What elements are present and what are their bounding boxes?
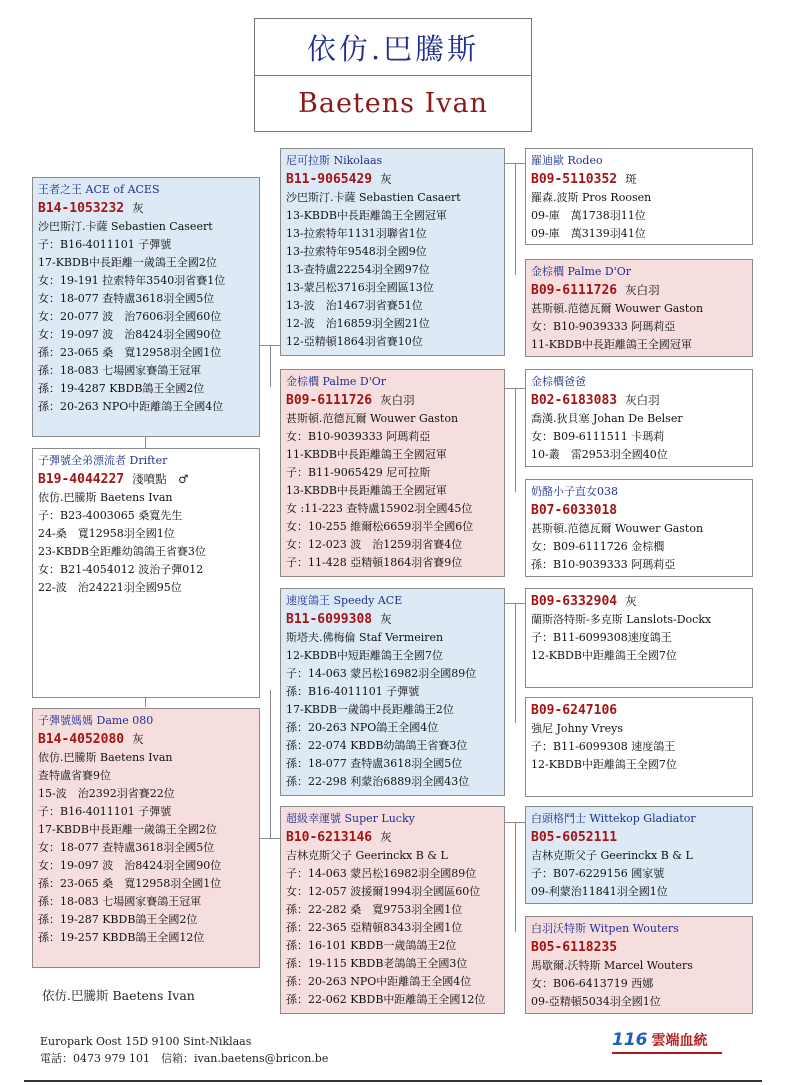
owner-name: 依仿.巴騰斯 Baetens Ivan	[42, 988, 195, 1003]
pigeon-color: 灰	[380, 830, 392, 844]
card-line: 子：14-063 蒙呂松16982羽全國89位	[286, 667, 477, 680]
card-line: 孫：23-065 桑 寬12958羽全國1位	[38, 877, 222, 890]
card-line: 孫：19-115 KBDB老鴿鴿王全國3位	[286, 957, 468, 970]
connector	[260, 838, 280, 839]
card-line: 甚斯頓.范德瓦爾 Wouwer Gaston	[531, 302, 704, 315]
card-line: 11-KBDB中長距離鴿王全國冠軍	[531, 338, 692, 351]
pigeon-color: 斑	[625, 172, 637, 186]
card-line: 孫：19-287 KBDB鴿王全國2位	[38, 913, 198, 926]
card-line: 09-利蒙治11841羽全國1位	[531, 885, 668, 898]
pigeon-name: 羅迪歐 Rodeo	[531, 154, 603, 167]
card-line: 孫：18-083 七場國家賽鴿王冠軍	[38, 895, 202, 908]
pigeon-name: 尼可拉斯 Nikolaas	[286, 154, 383, 167]
ring-number: B09-6111726	[286, 393, 373, 408]
pigeon-name: 白頭格鬥士 Wittekop Gladiator	[531, 812, 696, 825]
connector	[515, 163, 516, 275]
card-line: 10-叢 雷2953羽全國40位	[531, 448, 668, 461]
card-line: 孫：20-263 NPO鴿王全國4位	[286, 721, 439, 734]
card-line: 馬歇爾.沃特斯 Marcel Wouters	[531, 959, 693, 972]
ring-number: B09-5110352	[531, 172, 618, 187]
card-line: 女：19-191 拉索特年3540羽省賽1位	[38, 274, 226, 287]
card-super-lucky	[280, 806, 505, 1014]
pigeon-color: 灰	[380, 172, 392, 186]
card-line: 孫：18-083 七場國家賽鴿王冠軍	[38, 364, 202, 377]
card-line: 孫：B10-9039333 阿瑪莉亞	[531, 558, 676, 571]
card-b09-6332904	[525, 588, 753, 688]
card-line: 女：19-097 波 治8424羽全國90位	[38, 328, 222, 341]
logo-number: 116	[612, 1030, 648, 1050]
connector	[145, 697, 146, 707]
card-line: 13-蒙呂松3716羽全國區13位	[286, 281, 434, 294]
card-wittekop-gladiator	[525, 806, 753, 904]
card-line: 13-拉索特年9548羽全國9位	[286, 245, 427, 258]
pigeon-color: 灰	[380, 612, 392, 626]
bottom-divider	[24, 1080, 762, 1082]
card-line: 09-庫 萬3139羽41位	[531, 227, 646, 240]
card-line: 子：B16-4011101 子彈號	[38, 238, 172, 251]
card-line: 09-庫 萬1738羽11位	[531, 209, 646, 222]
card-line: 女：18-077 查特盧3618羽全國5位	[38, 292, 215, 305]
pigeon-name: 金棕櫚 Palme D'Or	[531, 265, 632, 278]
card-line: 女：B09-6111726 金棕櫚	[531, 540, 665, 553]
card-line: 子：B23-4003065 桑寬先生	[38, 509, 183, 522]
card-line: 吉林克斯父子 Geerinckx B & L	[286, 849, 448, 862]
pigeon-color: 灰白羽	[625, 393, 660, 407]
card-line: 女：10-255 維爾松6659羽半全國6位	[286, 520, 474, 533]
ring-number: B02-6183083	[531, 393, 618, 408]
card-line: 子：14-063 蒙呂松16982羽全國89位	[286, 867, 477, 880]
ring-number: B09-6111726	[531, 283, 618, 298]
card-ace-of-aces	[32, 177, 260, 437]
card-line: 查特盧省賽9位	[38, 769, 111, 782]
card-palme-dor-2	[525, 259, 753, 357]
card-line: 沙巴斯汀.卡薩 Sebastien Casaert	[286, 191, 461, 204]
card-rodeo	[525, 148, 753, 245]
card-line: 22-波 治24221羽全國95位	[38, 581, 182, 594]
card-line: 17-KBDB中長距離一歲鴿王全國2位	[38, 823, 217, 836]
ring-number: B11-9065429	[286, 172, 373, 187]
ring-number: B05-6118235	[531, 940, 618, 955]
card-line: 女：18-077 查特盧3618羽全國5位	[38, 841, 215, 854]
card-line: 孫：B16-4011101 子彈號	[286, 685, 420, 698]
card-line: 孫：23-065 桑 寬12958羽全國1位	[38, 346, 222, 359]
card-line: 孫：22-365 亞精頓8343羽全國1位	[286, 921, 463, 934]
card-line: 孫：22-282 桑 寬9753羽全國1位	[286, 903, 463, 916]
card-line: 依仿.巴騰斯 Baetens Ivan	[38, 491, 173, 504]
pigeon-owner-name-cn: 依仿.巴騰斯	[255, 19, 531, 76]
ring-number: B10-6213146	[286, 830, 373, 845]
card-line: 子：B11-6099308 速度鴿王	[531, 740, 676, 753]
card-line: 女：B09-6111511 卡瑪莉	[531, 430, 665, 443]
card-line: 女：B10-9039333 阿瑪莉亞	[286, 430, 431, 443]
ring-number: B14-4052080	[38, 732, 125, 747]
card-speedy-ace	[280, 588, 505, 796]
connector	[145, 436, 146, 448]
card-line: 子：B11-6099308速度鴿王	[531, 631, 672, 644]
card-line: 女：B10-9039333 阿瑪莉亞	[531, 320, 676, 333]
card-line: 23-KBDB全距離幼鴿鴿王省賽3位	[38, 545, 206, 558]
card-line: 蘭斯洛特斯-多克斯 Lanslots-Dockx	[531, 613, 712, 626]
card-line: 強尼 Johny Vreys	[531, 722, 623, 735]
footer-contact	[40, 1033, 328, 1067]
card-line: 羅森.波斯 Pros Roosen	[531, 191, 652, 204]
card-line: 女：12-023 波 治1259羽省賽4位	[286, 538, 463, 551]
card-line: 斯塔夫.佛梅倫 Staf Vermeiren	[286, 631, 444, 644]
pigeon-name: 金棕櫚爸爸	[531, 375, 586, 388]
card-line: 15-波 治2392羽省賽22位	[38, 787, 175, 800]
card-line: 子：B07-6229156 國家號	[531, 867, 665, 880]
site-logo	[612, 1030, 708, 1050]
card-line: 孫：20-263 NPO中距離鴿王全國4位	[286, 975, 472, 988]
card-line: 孫：19-4287 KBDB鴿王全國2位	[38, 382, 205, 395]
footer-address: Europark Oost 15D 9100 Sint-Niklaas	[40, 1035, 252, 1048]
card-line: 孫：16-101 KBDB一歲鴿鴿王2位	[286, 939, 457, 952]
card-line: 24-桑 寬12958羽全國1位	[38, 527, 175, 540]
card-line: 12-KBDB中距離鴿王全國7位	[531, 758, 677, 771]
pigeon-color: 淺噴點 ♂	[132, 472, 189, 486]
card-line: 13-KBDB中長距離鴿王全國冠軍	[286, 209, 447, 222]
card-line: 17-KBDB中長距離一歲鴿王全國2位	[38, 256, 217, 269]
card-line: 喬漢.狄貝塞 Johan De Belser	[531, 412, 683, 425]
card-drifter	[32, 448, 260, 698]
card-palme-dor-father	[525, 369, 753, 467]
card-line: 12-亞精頓1864羽省賽10位	[286, 335, 423, 348]
card-line: 孫：19-257 KBDB鴿王全國12位	[38, 931, 205, 944]
card-line: 09-亞精頓5034羽全國1位	[531, 995, 661, 1008]
card-line: 甚斯頓.范德瓦爾 Wouwer Gaston	[531, 522, 704, 535]
connector	[270, 345, 271, 387]
ring-number: B09-6247106	[531, 703, 618, 718]
pedigree-title-box	[254, 18, 532, 132]
card-line: 女：19-097 波 治8424羽全國90位	[38, 859, 222, 872]
card-line: 12-KBDB中距離鴿王全國7位	[531, 649, 677, 662]
card-dame-080	[32, 708, 260, 968]
card-line: 孫：20-263 NPO中距離鴿王全國4位	[38, 400, 224, 413]
card-line: 13-拉索特年1131羽聯省1位	[286, 227, 427, 240]
pigeon-name: 白羽沃特斯 Witpen Wouters	[531, 922, 679, 935]
card-line: 子：B16-4011101 子彈號	[38, 805, 172, 818]
card-line: 甚斯頓.范德瓦爾 Wouwer Gaston	[286, 412, 459, 425]
card-line: 11-KBDB中長距離鴿王全國冠軍	[286, 448, 447, 461]
card-nikolaas	[280, 148, 505, 356]
card-line: 12-KBDB中短距離鴿王全國7位	[286, 649, 443, 662]
pigeon-name: 子彈號媽媽 Dame 080	[38, 714, 154, 727]
card-line: 女：12-057 波援爾1994羽全國區60位	[286, 885, 481, 898]
card-line: 孫：22-062 KBDB中距離鴿王全國12位	[286, 993, 486, 1006]
pigeon-color: 灰白羽	[625, 283, 660, 297]
card-line: 子：11-428 亞精頓1864羽省賽9位	[286, 556, 463, 569]
card-line: 孫：22-074 KBDB幼鴿鴿王省賽3位	[286, 739, 468, 752]
card-line: 女 :11-223 查特盧15902羽全國45位	[286, 502, 473, 515]
card-line: 女：20-077 波 治7606羽全國60位	[38, 310, 222, 323]
pigeon-color: 灰	[625, 594, 637, 608]
card-line: 13-查特盧22254羽全國97位	[286, 263, 430, 276]
logo-underline	[612, 1052, 722, 1054]
pigeon-color: 灰	[132, 732, 144, 746]
card-line: 子：B11-9065429 尼可拉斯	[286, 466, 431, 479]
card-palme-dor	[280, 369, 505, 577]
pigeon-color: 灰	[132, 201, 144, 215]
pigeon-name: 超級幸運號 Super Lucky	[286, 812, 415, 825]
ring-number: B11-6099308	[286, 612, 373, 627]
pigeon-name: 金棕櫚 Palme D'Or	[286, 375, 387, 388]
pigeon-name: 奶酪小子直女038	[531, 485, 618, 498]
card-milk-038	[525, 479, 753, 577]
connector	[515, 388, 516, 492]
ring-number: B07-6033018	[531, 503, 618, 518]
pigeon-name: 王者之王 ACE of ACES	[38, 183, 160, 196]
card-witpen-wouters	[525, 916, 753, 1014]
card-line: 孫：18-077 查特盧3618羽全國5位	[286, 757, 463, 770]
pigeon-color: 灰白羽	[380, 393, 415, 407]
pigeon-owner-name-en: Baetens Ivan	[298, 88, 488, 119]
card-line: 女：B21-4054012 波治子彈012	[38, 563, 204, 576]
ring-number: B19-4044227	[38, 472, 125, 487]
connector	[270, 690, 271, 838]
card-b09-6247106	[525, 697, 753, 797]
footer-phone-email: 電話：0473 979 101 信箱：ivan.baetens@bricon.be	[40, 1052, 329, 1065]
card-line: 孫：22-298 利蒙治6889羽全國43位	[286, 775, 470, 788]
pigeon-name: 速度鴿王 Speedy ACE	[286, 594, 403, 607]
card-line: 12-波 治16859羽全國21位	[286, 317, 430, 330]
card-line: 女：B06-6413719 西娜	[531, 977, 654, 990]
card-line: 依仿.巴騰斯 Baetens Ivan	[38, 751, 173, 764]
card-line: 吉林克斯父子 Geerinckx B & L	[531, 849, 693, 862]
card-line: 17-KBDB一歲鴿中長距離鴿王2位	[286, 703, 454, 716]
card-line: 13-KBDB中長距離鴿王全國冠軍	[286, 484, 447, 497]
ring-number: B05-6052111	[531, 830, 618, 845]
card-line: 13-波 治1467羽省賽51位	[286, 299, 423, 312]
ring-number: B09-6332904	[531, 594, 618, 609]
connector	[515, 603, 516, 723]
ring-number: B14-1053232	[38, 201, 125, 216]
card-line: 沙巴斯汀.卡薩 Sebastien Caseert	[38, 220, 213, 233]
logo-text: 雲端血統	[651, 1033, 708, 1049]
pigeon-name: 子彈號全弟漂流者 Drifter	[38, 454, 168, 467]
connector	[515, 822, 516, 932]
